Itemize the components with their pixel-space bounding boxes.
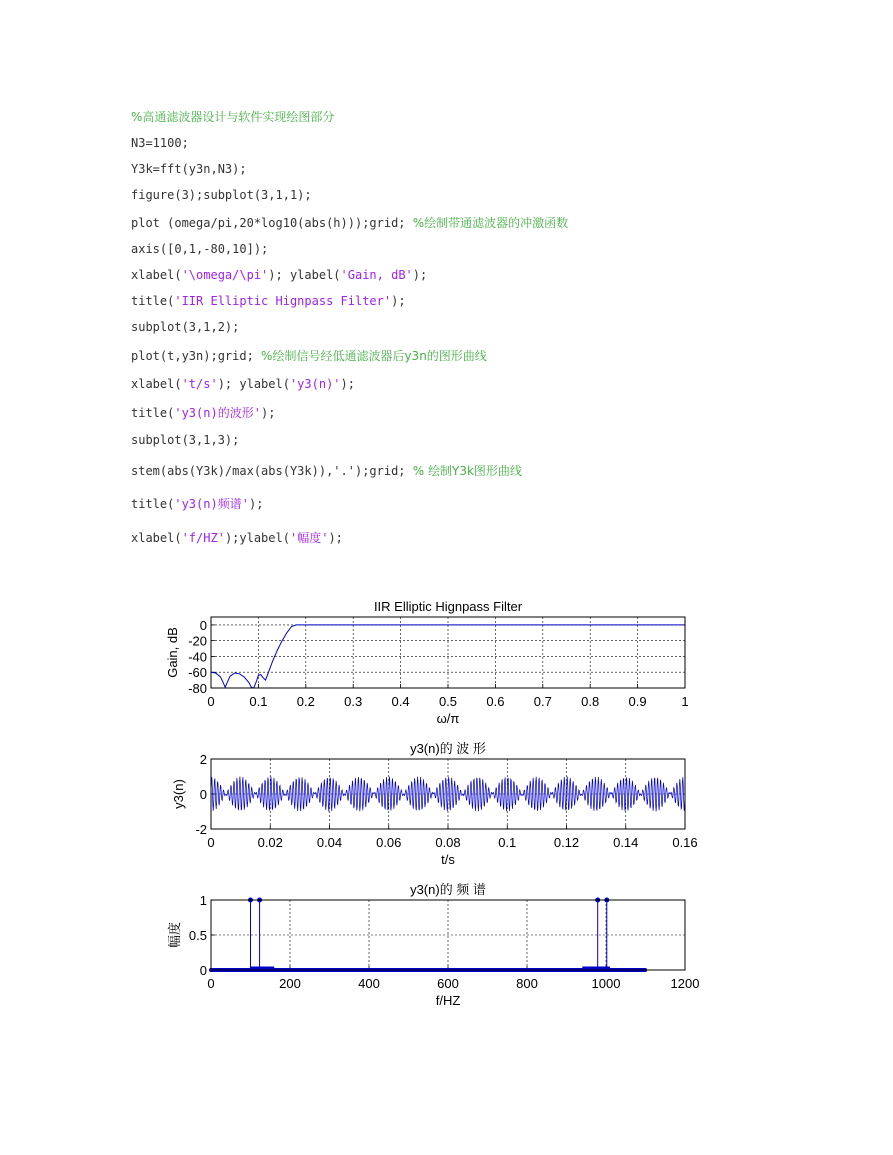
x-tick-label: 0: [207, 976, 215, 991]
waveform-plot: [171, 741, 698, 867]
y-tick-label: 2: [199, 752, 207, 767]
x-tick-label: 800: [516, 976, 538, 991]
y-tick-label: 0: [199, 617, 207, 633]
y-tick-label: 0: [199, 787, 207, 802]
x-tick-label: 1000: [591, 976, 621, 991]
string-text: ': [289, 531, 298, 545]
y-tick-label: -2: [195, 822, 207, 837]
y-tick-label: -80: [188, 681, 207, 696]
string-text: 'IIR Elliptic Hignpass Filter': [174, 294, 392, 308]
x-tick-label: 0.1: [498, 835, 517, 850]
x-tick-label: 0.12: [553, 835, 580, 850]
string-text: 幅度: [297, 531, 322, 545]
string-text: 'y3(n)': [289, 377, 341, 391]
x-tick-label: 200: [279, 976, 301, 991]
code-line-figure: figure(3);subplot(3,1,1);: [131, 188, 312, 202]
y-axis-label: 幅度: [167, 921, 182, 949]
x-tick-label: 0.2: [296, 694, 315, 709]
code-text: plot (omega/pi,20*log10(abs(h)));grid;: [131, 216, 413, 230]
code-line-n3: N3=1100;: [131, 136, 189, 150]
string-text: 频谱: [217, 497, 242, 511]
code-text: title(: [131, 406, 175, 420]
code-text: xlabel(: [131, 377, 182, 391]
x-tick-label: 600: [437, 976, 459, 991]
x-tick-label: 0.04: [316, 835, 343, 850]
string-text: ': [241, 497, 249, 511]
comment-text: %绘制信号经低通滤波器后: [261, 349, 405, 363]
x-tick-label: 0.3: [344, 694, 363, 709]
string-text: 't/s': [181, 377, 218, 391]
x-tick-label: 0.8: [581, 694, 600, 709]
code-text: title(: [131, 497, 175, 511]
code-text: stem(abs(Y3k)/max(abs(Y3k)),'.');grid;: [131, 464, 413, 478]
y-tick-label: -20: [188, 633, 207, 649]
y-tick-label: 1: [199, 893, 207, 908]
x-tick-label: 0.9: [628, 694, 647, 709]
y-axis-label: y3(n): [171, 779, 186, 809]
x-tick-label: 0.6: [486, 694, 505, 709]
string-text: 'y3(n): [174, 406, 218, 420]
x-tick-label: 0.1: [249, 694, 268, 709]
x-tick-label: 0.06: [376, 835, 402, 850]
y-tick-label: 0: [199, 963, 207, 978]
y-tick-label: -40: [188, 649, 207, 665]
code-text: );: [412, 268, 428, 282]
string-text: 'Gain, dB': [340, 268, 413, 282]
x-tick-label: 400: [358, 976, 380, 991]
code-text: );: [340, 377, 355, 391]
code-line-fft: Y3k=fft(y3n,N3);: [131, 162, 247, 176]
y-tick-label: 0.5: [188, 928, 207, 943]
string-text: 'y3(n): [174, 497, 218, 511]
comment-text: 图形曲线: [473, 464, 522, 478]
comment-text: %绘制带通滤波器的冲激函数: [412, 216, 569, 230]
code-text: );ylabel(: [224, 531, 290, 545]
chart-title: y3(n)的 频 谱: [410, 882, 486, 897]
comment-text: y3n: [404, 349, 427, 363]
x-tick-label: 0.02: [257, 835, 283, 850]
code-text: plot(t,y3n);grid;: [131, 349, 262, 363]
x-axis-label: ω/π: [436, 711, 460, 726]
code-text: ); ylabel(: [268, 268, 341, 282]
y-tick-label: -60: [188, 665, 207, 681]
comment-text: %高通滤波器设计与软件实现绘图部分: [131, 110, 335, 124]
code-text: ); ylabel(: [217, 377, 290, 391]
code-text: xlabel(: [131, 531, 182, 545]
string-text: ': [321, 531, 329, 545]
spectrum-plot: [167, 882, 699, 1008]
x-tick-label: 0.5: [438, 694, 458, 709]
x-tick-label: 0.16: [672, 835, 698, 850]
x-axis-label: f/HZ: [435, 993, 461, 1008]
string-text: 'f/HZ': [181, 531, 225, 545]
x-tick-label: 0: [207, 694, 215, 709]
x-tick-label: 0.4: [391, 694, 410, 709]
string-text: '\omega/\pi': [181, 268, 269, 282]
code-text: );: [391, 294, 406, 308]
comment-text: 的图形曲线: [426, 349, 487, 363]
gain-plot: [165, 599, 689, 726]
y-axis-label: Gain, dB: [165, 627, 180, 678]
code-text: );: [260, 406, 276, 420]
code-line-axis: axis([0,1,-80,10]);: [131, 242, 269, 256]
code-text: );: [248, 497, 264, 511]
x-tick-label: 0.14: [613, 835, 639, 850]
string-text: 的波形: [217, 406, 254, 420]
x-tick-label: 1200: [670, 976, 700, 991]
code-text: xlabel(: [131, 268, 182, 282]
chart-title: IIR Elliptic Hignpass Filter: [373, 599, 523, 614]
x-tick-label: 0: [207, 835, 215, 850]
string-text: ': [253, 406, 261, 420]
code-text: title(: [131, 294, 175, 308]
code-line-subplot2: subplot(3,1,2);: [131, 320, 240, 334]
comment-text: Y3k: [451, 464, 474, 478]
code-line-subplot3: subplot(3,1,3);: [131, 433, 240, 447]
chart-title: y3(n)的 波 形: [410, 741, 486, 756]
x-tick-label: 0.08: [435, 835, 461, 850]
code-text: );: [328, 531, 343, 545]
x-axis-label: t/s: [441, 852, 455, 867]
x-tick-label: 1: [681, 694, 689, 709]
x-tick-label: 0.7: [533, 694, 552, 709]
comment-text: % 绘制: [412, 464, 452, 478]
